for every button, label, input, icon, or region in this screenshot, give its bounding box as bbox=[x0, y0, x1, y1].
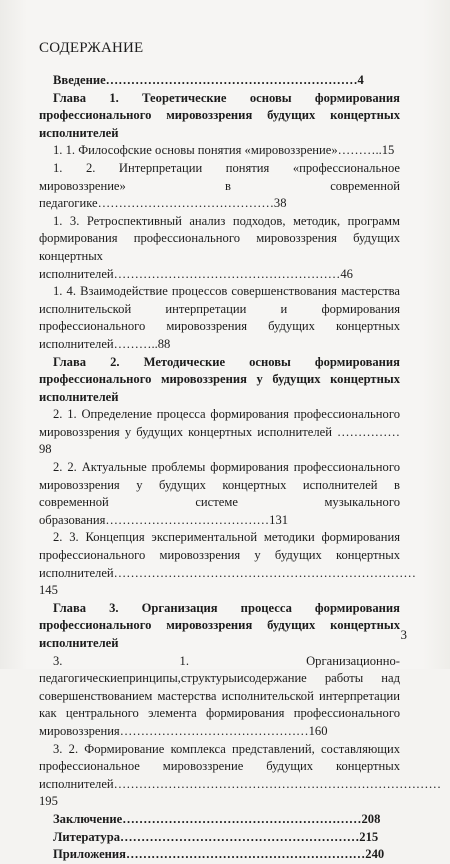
toc-entry-conclusion: Заключение…………………………………………………208 bbox=[53, 811, 381, 826]
toc-chapter-1: Глава 1. Теоретические основы формирования профессионального мировоззрения будущих концертных исполнителей bbox=[39, 90, 400, 140]
toc-section-2-3: 2. 3. Концепция экспериментальной методики формирования профессионального мировоззрения у будущих концертных исполнителей………………………………………………………………145 bbox=[39, 530, 416, 598]
toc-section-1-3: 1. 3. Ретроспективный анализ подходов, методик, программ формирования профессионального мировоззрения будущих концертных исполнителей………………………………………………46 bbox=[39, 213, 400, 281]
toc-section-1-1: 1. 1. Философские основы понятия «мировоззрение»………..15 bbox=[53, 143, 395, 158]
toc-entry-appendices: Приложения…………………………………………………240 bbox=[53, 847, 385, 862]
toc-section-2-2: 2. 2. Актуальные проблемы формирования профессионального мировоззрения у будущих концертных исполнителей в современной системе музыкального образования…………………………………131 bbox=[39, 460, 400, 527]
toc-section-1-2: 1. 2. Интерпретации понятия «профессиональное мировоззрение» в современной педагогике……………………………………38 bbox=[39, 160, 400, 211]
toc-section-1-4: 1. 4. Взаимодействие процессов совершенствования мастерства исполнительской интерпретации и формирования профессионального мировоззрения будущих концертных исполнителей………..88 bbox=[39, 284, 400, 351]
toc-section-3-1: 3. 1. Организационно-педагогическиепринципы,структурыисодержание работы над совершенствованием мастерства исполнительской интерпретации как центрального элемента формирования профессионального мировоззрения………………………………………160 bbox=[39, 653, 400, 738]
toc-chapter-3: Глава 3. Организация процесса формирования профессионального мировоззрения будущих концертных исполнителей bbox=[39, 600, 400, 650]
toc-chapter-2: Глава 2. Методические основы формирования профессионального мировоззрения у будущих концертных исполнителей bbox=[39, 354, 400, 404]
toc-entry-literature: Литература…………………………………………………215 bbox=[53, 829, 379, 844]
table-of-contents bbox=[39, 72, 442, 864]
toc-entry-introduction: Введение……………………………………………………4 bbox=[53, 73, 364, 87]
page-title: СОДЕРЖАНИЕ bbox=[39, 40, 144, 56]
toc-section-2-1: 2. 1. Определение процесса формирования профессионального мировоззрения у будущих концертных исполнителей ……………98 bbox=[39, 407, 400, 457]
page-number: 3 bbox=[400, 627, 407, 642]
toc-section-3-2: 3. 2. Формирование комплекса представлений, составляющих профессиональное мировоззрение будущих концертных исполнителей……………………………………………………………………195 bbox=[39, 741, 442, 809]
